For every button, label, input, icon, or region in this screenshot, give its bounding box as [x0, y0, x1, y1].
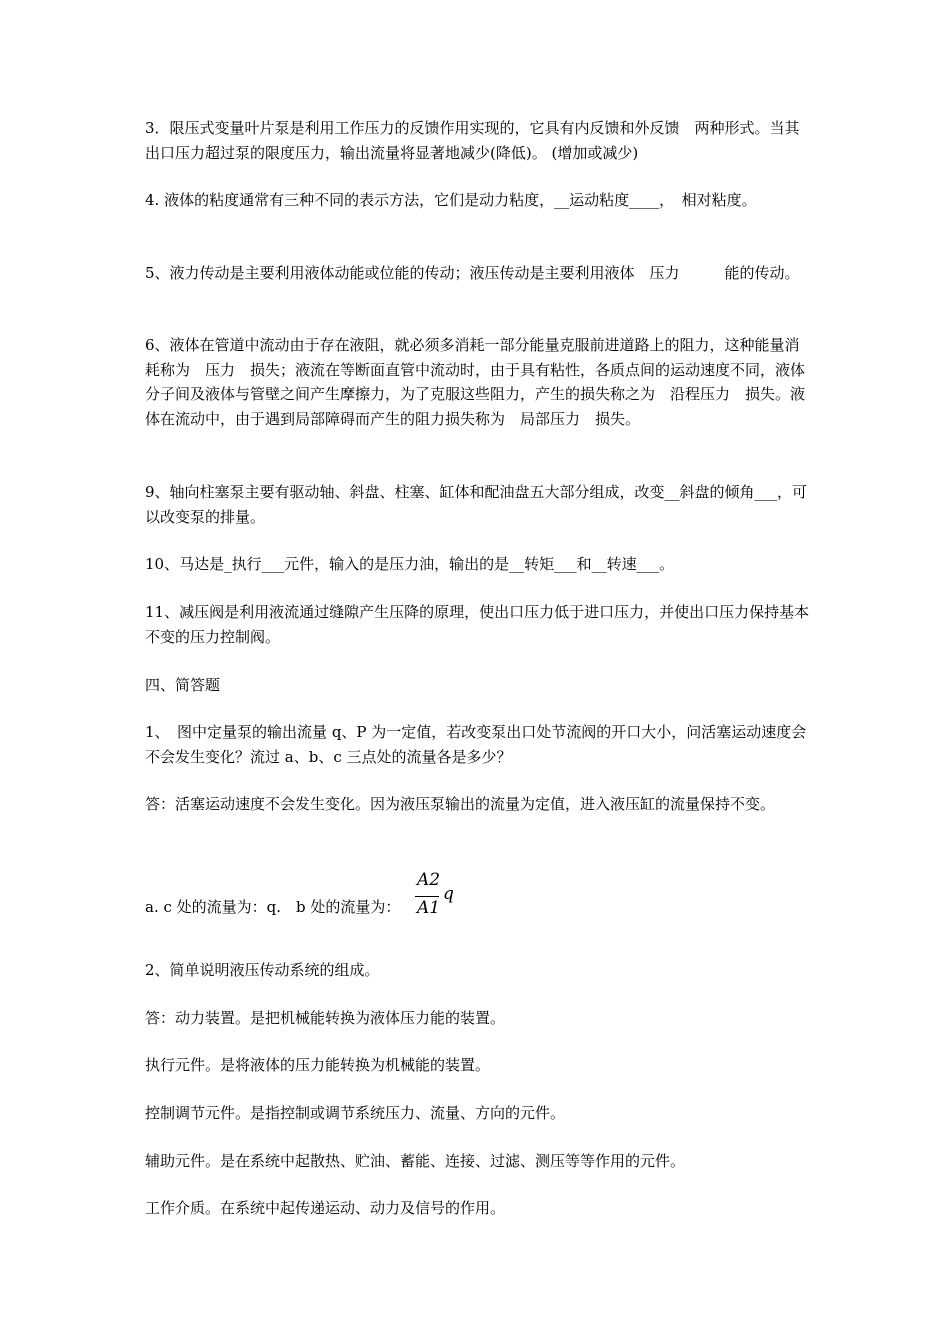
formula-variable: q: [443, 884, 454, 904]
answer-2-line-2: 执行元件。是将液体的压力能转换为机械能的装置。: [145, 1056, 491, 1074]
answer-2-line-5: 工作介质。在系统中起传递运动、动力及信号的作用。: [145, 1199, 506, 1217]
fraction-bar: [415, 896, 439, 897]
formula-denominator: A1: [417, 898, 441, 918]
paragraph-q4: 4. 液体的粘度通常有三种不同的表示方法，它们是动力粘度，__运动粘度____， 相对粘度。: [145, 191, 757, 209]
answer-1: 答：活塞运动速度不会发生变化。因为液压泵输出的流量为定值，进入液压缸的流量保持不变。: [145, 795, 776, 813]
question-2: 2、简单说明液压传动系统的组成。: [145, 961, 380, 979]
answer-2-line-3: 控制调节元件。是指控制或调节系统压力、流量、方向的元件。: [145, 1104, 566, 1122]
answer-2-line-1: 答：动力装置。是把机械能转换为液体压力能的装置。: [145, 1009, 506, 1027]
paragraph-q9: 9、轴向柱塞泵主要有驱动轴、斜盘、柱塞、缸体和配油盘五大部分组成，改变__斜盘的倾角___，可以改变泵的排量。: [145, 483, 808, 526]
paragraph-q3: 3．限压式变量叶片泵是利用工作压力的反馈作用实现的，它具有内反馈和外反馈 两种形式。当其出口压力超过泵的限度压力，输出流量将显著地减少(降低)。 (增加或减少): [145, 119, 800, 162]
question-1: 1、 图中定量泵的输出流量 q、P 为一定值，若改变泵出口处节流阀的开口大小，问活塞运动速度会不会发生变化？流过 a、b、c 三点处的流量各是多少？: [145, 723, 807, 766]
paragraph-q5: 5、液力传动是主要利用液体动能或位能的传动；液压传动是主要利用液体 压力 能的传动。: [145, 264, 800, 282]
formula-numerator: A2: [417, 870, 441, 890]
answer-2-line-4: 辅助元件。是在系统中起散热、贮油、蓄能、连接、过滤、测压等等作用的元件。: [145, 1152, 686, 1170]
paragraph-q6: 6、液体在管道中流动由于存在液阻，就必须多消耗一部分能量克服前进道路上的阻力，这种能量消耗称为 压力 损失；液流在等断面直管中流动时，由于具有粘性，各质点间的运动速度不同，液体分子间及液体与管壁之间产生摩擦力，为了克服这些阻力，产生的损失称之为 沿程压力 损失。液体在流动中，由于遇到局部障碍而产生的阻力损失称为 局部压力 损失。: [145, 336, 806, 428]
section-heading: 四、简答题: [145, 676, 221, 694]
paragraph-q11: 11、减压阀是利用液流通过缝隙产生压降的原理，使出口压力低于进口压力，并使出口压力保持基本不变的压力控制阀。: [145, 603, 810, 646]
paragraph-q10: 10、马达是_执行___元件，输入的是压力油，输出的是__转矩___和__转速___。: [145, 555, 675, 573]
flow-rate-line: a. c 处的流量为：q. b 处的流量为：: [145, 898, 401, 916]
flow-rate-formula: [415, 870, 475, 926]
